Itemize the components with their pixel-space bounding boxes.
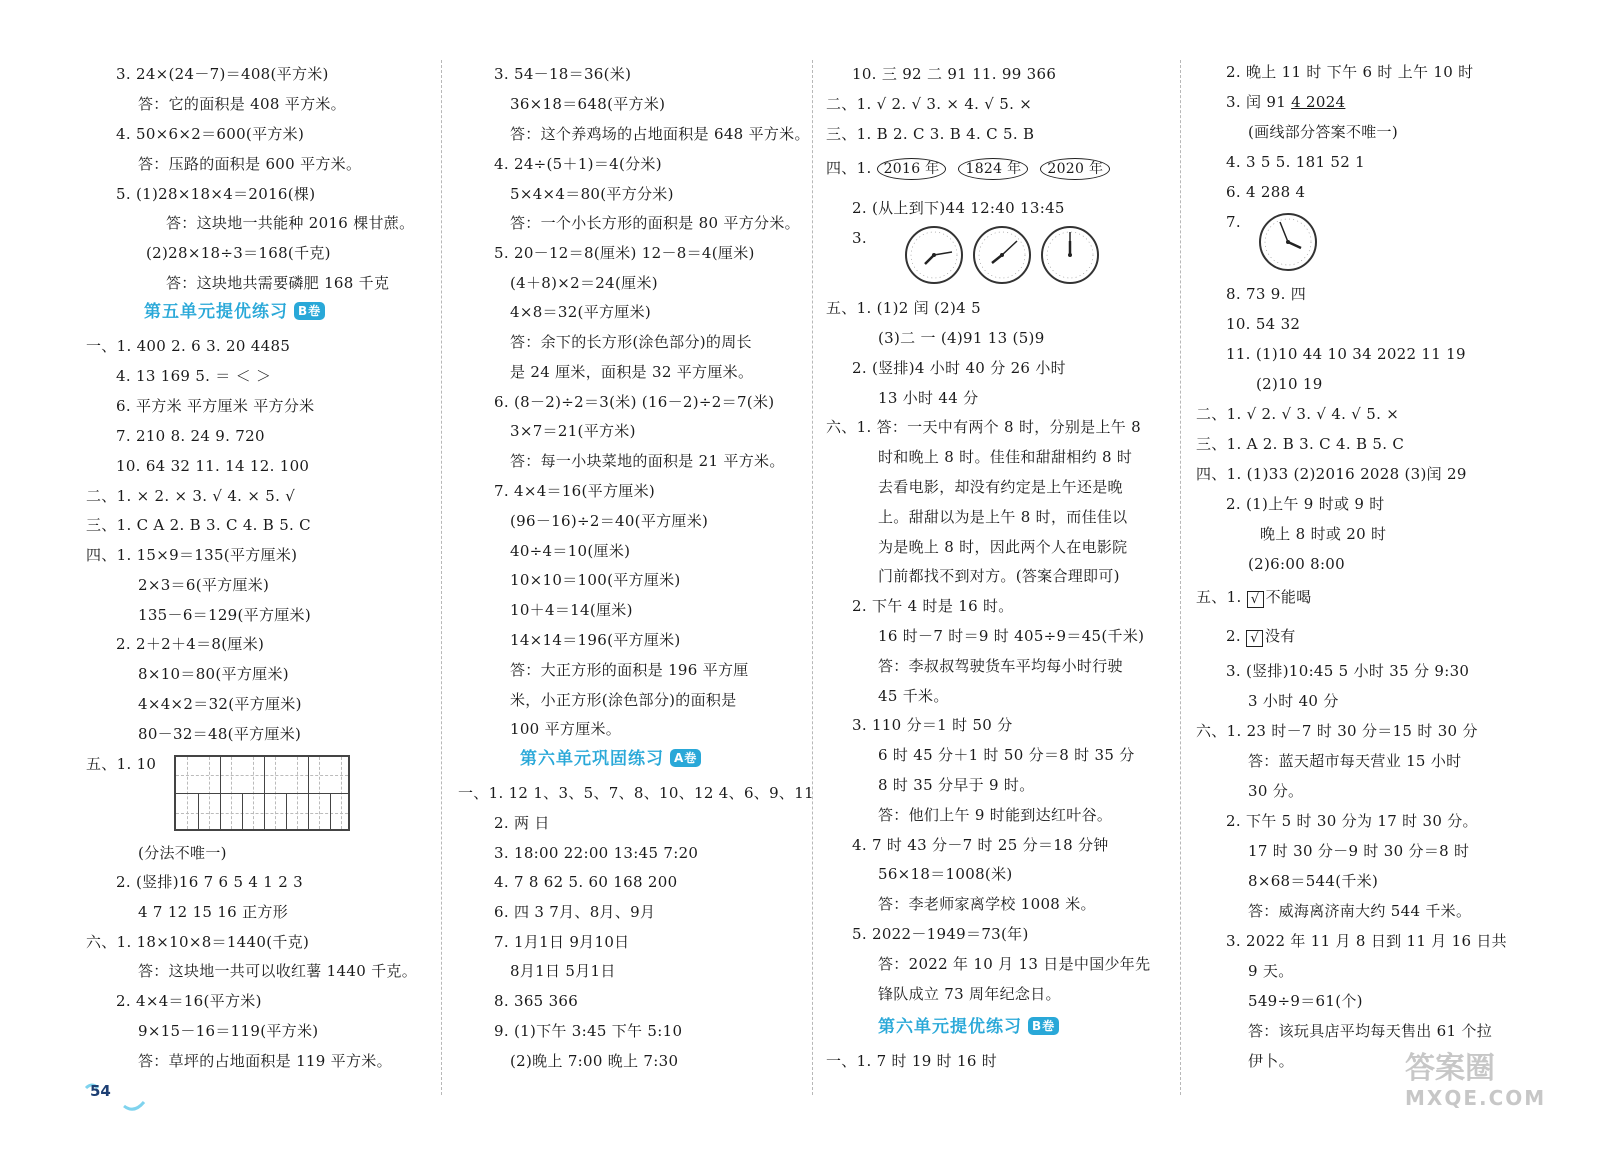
answer-line: 五、1. √ 不能喝 [1196, 588, 1312, 607]
answer-line: 六、1. 答：一天中有两个 8 时，分别是上午 8 [826, 418, 1141, 436]
answer-line: 56×18＝1008(米) [878, 865, 1013, 883]
answer-line: 答：每一小块菜地的面积是 21 平方米。 [510, 452, 785, 470]
answer-line: 答：一个小长方形的面积是 80 平方分米。 [510, 214, 800, 232]
answer-line: 100 平方厘米。 [510, 720, 622, 738]
answer-line: 答：蓝天超市每天营业 15 小时 [1248, 752, 1462, 770]
answer-line: 14×14＝196(平方厘米) [510, 631, 681, 649]
level-tag: B卷 [294, 302, 325, 320]
answer-line: 答：2022 年 10 月 13 日是中国少年先 [878, 955, 1151, 973]
level-tag: A卷 [670, 749, 701, 767]
answer-line: 4 7 12 15 16 正方形 [138, 903, 288, 921]
answer-line: 2. (1)上午 9 时或 9 时 [1226, 495, 1385, 513]
answer-line: 5. (1)28×18×4＝2016(棵) [116, 185, 316, 203]
answer-line: (分法不唯一) [138, 844, 227, 862]
answer-line: 3. (竖排)10:45 5 小时 35 分 9:30 [1226, 662, 1470, 680]
clock-face-1 [904, 225, 964, 285]
answer-line: 答：该玩具店平均每天售出 61 个拉 [1248, 1022, 1493, 1040]
answer-line: 8月1日 5月1日 [510, 962, 616, 980]
answer-line: 10＋4＝14(厘米) [510, 601, 633, 619]
section-heading: 第六单元巩固练习 A卷 [520, 749, 701, 769]
answer-line: 为是晚上 8 时，因此两个人在电影院 [878, 538, 1128, 556]
section-heading: 第五单元提优练习 B卷 [144, 302, 325, 322]
answer-line: 11. (1)10 44 10 34 2022 11 19 [1226, 345, 1466, 363]
answer-line: 7. [1226, 213, 1241, 231]
answer-line: 3. 110 分＝1 时 50 分 [852, 716, 1013, 734]
answer-line: 锋队成立 73 周年纪念日。 [878, 985, 1061, 1003]
column-divider [441, 60, 442, 1095]
answer-line: (画线部分答案不唯一) [1248, 123, 1399, 141]
answer-line: 10. 54 32 [1226, 315, 1301, 333]
answer-line: 3. 54－18＝36(米) [494, 65, 632, 83]
answer-line: 4. 50×6×2＝600(平方米) [116, 125, 305, 143]
answer-line: 六、1. 23 时－7 时 30 分＝15 时 30 分 [1196, 722, 1478, 740]
answer-line: 2. (竖排)16 7 6 5 4 1 2 3 [116, 873, 303, 891]
answer-line: 6. 四 3 7月、8月、9月 [494, 903, 656, 921]
answer-line: 一、1. 12 1、3、5、7、8、10、12 4、6、9、11 [458, 784, 814, 802]
answer-line: 13 小时 44 分 [878, 389, 979, 407]
answer-line: 10. 64 32 11. 14 12. 100 [116, 457, 310, 475]
year-answer: 2016 年 [877, 158, 947, 180]
answer-line: 上。甜甜以为是上午 8 时，而佳佳以 [878, 508, 1128, 526]
answer-line: 答：这块地一共能种 2016 棵甘蔗。 [166, 214, 415, 232]
answer-line: 答：威海离济南大约 544 千米。 [1248, 902, 1472, 920]
section-heading: 第六单元提优练习 B卷 [878, 1017, 1059, 1037]
check-box: √ [1246, 630, 1263, 647]
answer-line: 2. 4×4＝16(平方米) [116, 992, 262, 1010]
answer-line: 三、1. B 2. C 3. B 4. C 5. B [826, 125, 1035, 143]
answer-line: 4×4×2＝32(平方厘米) [138, 695, 302, 713]
answer-line: 答：草坪的占地面积是 119 平方米。 [138, 1052, 392, 1070]
answer-line: 9 天。 [1248, 962, 1294, 980]
answer-line: 2. (竖排)4 小时 40 分 26 小时 [852, 359, 1066, 377]
answer-line: (2)28×18÷3＝168(千克) [146, 244, 331, 262]
answer-line: 四、1. 15×9＝135(平方厘米) [86, 546, 298, 564]
answer-line: 135－6＝129(平方厘米) [138, 606, 312, 624]
answer-line: 时和晚上 8 时。佳佳和甜甜相约 8 时 [878, 448, 1133, 466]
answer-line: (3)二 一 (4)91 13 (5)9 [878, 329, 1045, 347]
answer-line: 45 千米。 [878, 687, 949, 705]
answer-line: 7. 1月1日 9月10日 [494, 933, 630, 951]
answer-column-2 [458, 56, 814, 1096]
answer-line: 6 时 45 分＋1 时 50 分＝8 时 35 分 [878, 746, 1135, 764]
answer-line: 16 时－7 时＝9 时 405÷9＝45(千米) [878, 627, 1145, 645]
answer-line: 2. 两 日 [494, 814, 550, 832]
answer-line: 3×7＝21(平方米) [510, 422, 636, 440]
answer-line: 4. 7 时 43 分－7 时 25 分＝18 分钟 [852, 836, 1109, 854]
answer-line: 答：它的面积是 408 平方米。 [138, 95, 346, 113]
answer-line: 7. 210 8. 24 9. 720 [116, 427, 265, 445]
answer-line: 5. 2022－1949＝73(年) [852, 925, 1029, 943]
answer-line: 6. 平方米 平方厘米 平方分米 [116, 397, 315, 415]
answer-column-3 [826, 56, 1171, 1096]
answer-line: 答：这个养鸡场的占地面积是 648 平方米。 [510, 125, 810, 143]
clock-face-answer [1258, 212, 1318, 272]
answer-line: 晚上 8 时或 20 时 [1260, 525, 1387, 543]
answer-line: 10×10＝100(平方厘米) [510, 571, 681, 589]
year-answer: 1824 年 [958, 158, 1028, 180]
answer-line: 36×18＝648(平方米) [510, 95, 666, 113]
answer-line: 80－32＝48(平方厘米) [138, 725, 302, 743]
answer-line: 3. 闰 91 4 2024 [1226, 93, 1346, 111]
answer-line: 二、1. √ 2. √ 3. √ 4. √ 5. × [1196, 405, 1400, 423]
answer-line: 8 时 35 分早于 9 时。 [878, 776, 1035, 794]
answer-line: 3. 24×(24－7)＝408(平方米) [116, 65, 329, 83]
answer-line: 伊卜。 [1248, 1052, 1294, 1070]
answer-line: 10. 三 92 二 91 11. 99 366 [852, 65, 1057, 83]
answer-line: 答：李老师家离学校 1008 米。 [878, 895, 1096, 913]
answer-line: (2)6:00 8:00 [1248, 555, 1345, 573]
answer-line: 4. 13 169 5. ＝ ＜ ＞ [116, 367, 272, 385]
clock-face-3 [1040, 225, 1100, 285]
answer-line: 2×3＝6(平方厘米) [138, 576, 270, 594]
answer-line: 40÷4＝10(厘米) [510, 542, 631, 560]
answer-line: 6. (8－2)÷2＝3(米) (16－2)÷2＝7(米) [494, 393, 775, 411]
answer-line: 五、1. (1)2 闰 (2)4 5 [826, 299, 981, 317]
answer-line: 门前都找不到对方。(答案合理即可) [878, 567, 1120, 585]
answer-line: 2. 下午 5 时 30 分为 17 时 30 分。 [1226, 812, 1478, 830]
answer-line: 一、1. 400 2. 6 3. 20 4485 [86, 337, 291, 355]
answer-line: 三、1. A 2. B 3. C 4. B 5. C [1196, 435, 1405, 453]
answer-line: 9×15－16＝119(平方米) [138, 1022, 319, 1040]
answer-line: (4＋8)×2＝24(厘米) [510, 274, 658, 292]
check-box: √ [1247, 591, 1264, 608]
answer-line: 答：李叔叔驾驶货车平均每小时行驶 [878, 657, 1123, 675]
answer-line: 四、1. (1)33 (2)2016 2028 (3)闰 29 [1196, 465, 1467, 483]
answer-line: 8. 73 9. 四 [1226, 285, 1307, 303]
year-answer: 2020 年 [1040, 158, 1110, 180]
answer-line: 3. 18:00 22:00 13:45 7:20 [494, 844, 699, 862]
answer-line: 答：他们上午 9 时能到达红叶谷。 [878, 806, 1113, 824]
answer-line: 米，小正方形(涂色部分)的面积是 [510, 691, 737, 709]
answer-line: 7. 4×4＝16(平方厘米) [494, 482, 656, 500]
answer-line: 4. 24÷(5＋1)＝4(分米) [494, 155, 662, 173]
answer-line: 8. 365 366 [494, 992, 579, 1010]
level-tag: B卷 [1028, 1017, 1059, 1035]
answer-line: 六、1. 18×10×8＝1440(千克) [86, 933, 310, 951]
answer-line: 5. 20－12＝8(厘米) 12－8＝4(厘米) [494, 244, 755, 262]
answer-line: 17 时 30 分－9 时 30 分＝8 时 [1248, 842, 1470, 860]
answer-line: 6. 4 288 4 [1226, 183, 1306, 201]
answer-line: 3 小时 40 分 [1248, 692, 1339, 710]
answer-line: (2)晚上 7:00 晚上 7:30 [510, 1052, 679, 1070]
answer-line: 4. 3 5 5. 181 52 1 [1226, 153, 1365, 171]
answer-line: (2)10 19 [1256, 375, 1323, 393]
answer-line: 3. [852, 229, 867, 247]
column-divider [812, 60, 813, 1095]
answer-column-1 [86, 56, 426, 1096]
answer-line: 8×10＝80(平方厘米) [138, 665, 289, 683]
division-grid-figure [174, 755, 350, 831]
answer-line: 四、1. 2016 年 1824 年 2020 年 [826, 158, 1122, 180]
answer-line: 是 24 厘米，面积是 32 平方厘米。 [510, 363, 754, 381]
answer-line: 9. (1)下午 3:45 下午 5:10 [494, 1022, 683, 1040]
answer-line: 五、1. 10 [86, 755, 157, 773]
answer-column-4 [1196, 56, 1556, 1096]
answer-line: 答：余下的长方形(涂色部分)的周长 [510, 333, 752, 351]
answer-line: 2. 晚上 11 时 下午 6 时 上午 10 时 [1226, 63, 1474, 81]
answer-line: 三、1. C A 2. B 3. C 4. B 5. C [86, 516, 311, 534]
answer-line: 二、1. × 2. × 3. √ 4. × 5. √ [86, 487, 296, 505]
answer-line: 答：大正方形的面积是 196 平方厘 [510, 661, 749, 679]
answer-line: 2. 2＋2＋4＝8(厘米) [116, 635, 265, 653]
answer-line: 2. (从上到下)44 12:40 13:45 [852, 199, 1065, 217]
answer-line: 答：这块地一共可以收红薯 1440 千克。 [138, 962, 418, 980]
answer-line: 30 分。 [1248, 782, 1304, 800]
answer-line: 4. 7 8 62 5. 60 168 200 [494, 873, 678, 891]
answer-line: 2. √ 没有 [1226, 627, 1296, 646]
answer-line: 二、1. √ 2. √ 3. × 4. √ 5. × [826, 95, 1033, 113]
answer-line: 4×8＝32(平方厘米) [510, 303, 652, 321]
answer-line: 3. 2022 年 11 月 8 日到 11 月 16 日共 [1226, 932, 1507, 950]
answer-line: 答：压路的面积是 600 平方米。 [138, 155, 362, 173]
column-divider [1180, 60, 1181, 1095]
page-number: 54 [90, 1082, 111, 1100]
answer-line: 5×4×4＝80(平方分米) [510, 185, 674, 203]
answer-line: 一、1. 7 时 19 时 16 时 [826, 1052, 998, 1070]
watermark: 答案圈 MXQE.COM [1405, 1051, 1547, 1110]
answer-line: 8×68＝544(千米) [1248, 872, 1379, 890]
answer-line: 答：这块地共需要磷肥 168 千克 [166, 274, 390, 292]
clock-face-2 [972, 225, 1032, 285]
answer-line: 2. 下午 4 时是 16 时。 [852, 597, 1014, 615]
answer-line: 去看电影，却没有约定是上午还是晚 [878, 478, 1123, 496]
answer-line: 549÷9＝61(个) [1248, 992, 1363, 1010]
answer-line: (96－16)÷2＝40(平方厘米) [510, 512, 709, 530]
